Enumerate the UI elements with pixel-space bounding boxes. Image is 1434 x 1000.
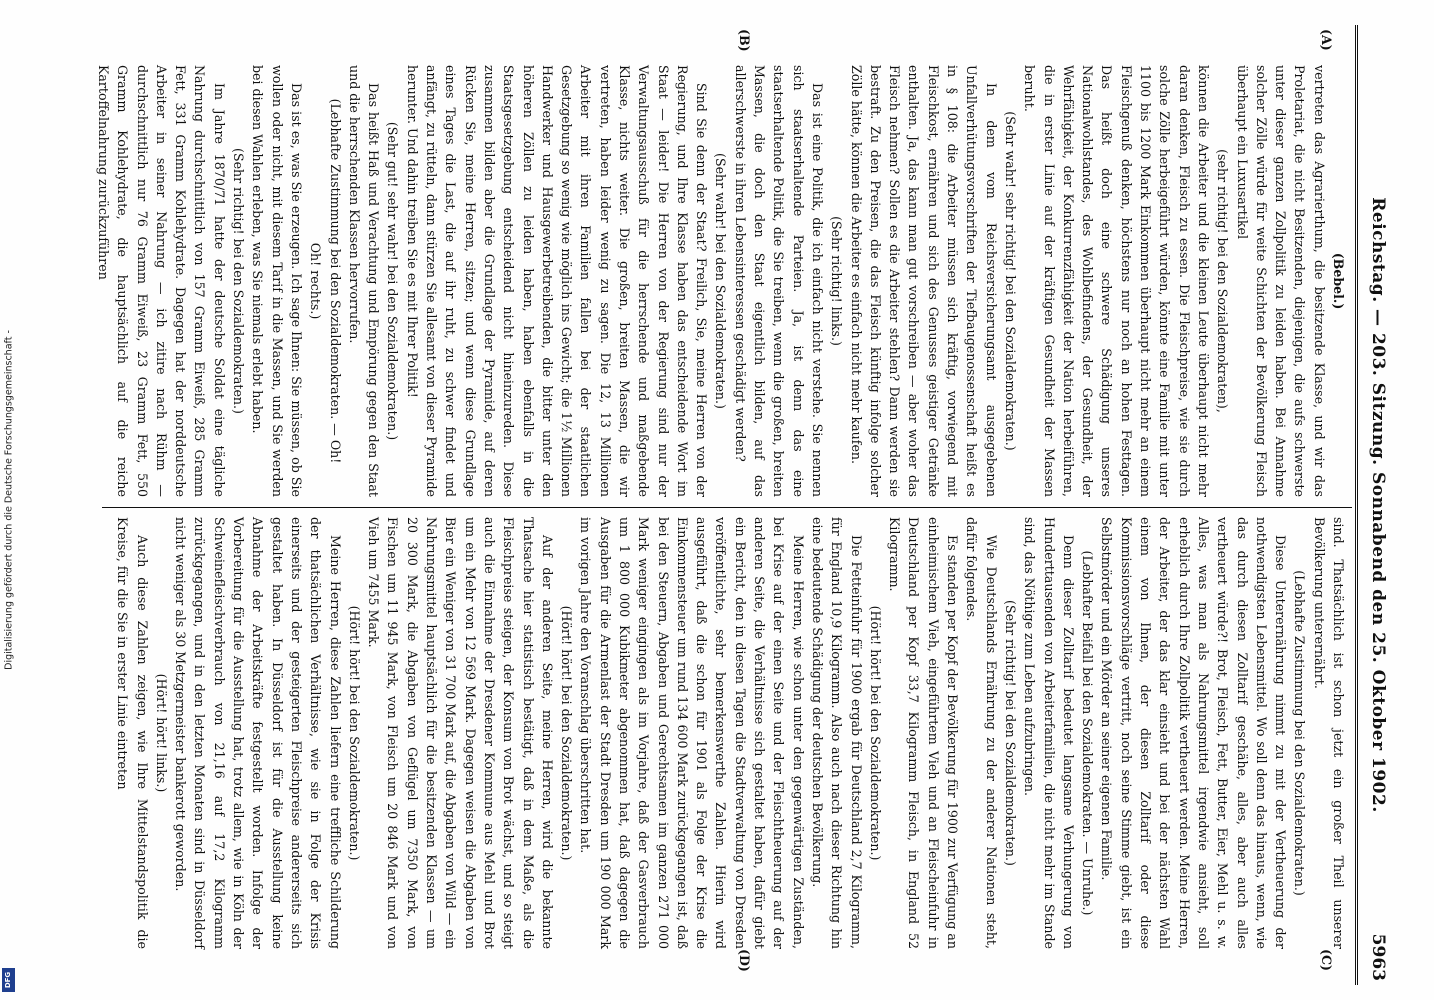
interjection: (Sehr wahr! sehr richtig! bei den Sozialdemokraten.) <box>1002 111 1018 451</box>
page-header <box>1355 25 1392 985</box>
paragraph: Das ist es, was Sie erzeugen. Ich sage Ihnen: Sie müssen, ob Sie wollen oder nicht, mit diesem Tarif in die Massen, und Sie werden bei diesen Wahlen erleben, was Sie niemals erlebt haben. <box>250 65 304 497</box>
interjection: (Sehr richtig! bei den Sozialdemokraten.) <box>1002 600 1018 866</box>
interjection: (Sehr gut! sehr wahr! bei den Sozialdemokraten.) <box>385 121 401 441</box>
paragraph: Das heißt Haß und Verachtung und Empörung gegen den Staat und die herrschenden Klassen hervorrufen. <box>346 65 382 497</box>
digitization-note-text: Digitalisierung gefördert durch die Deutsche Forschungsgemeinschaft - <box>3 330 15 670</box>
speaker-name: (Bebel.) <box>1331 252 1346 310</box>
margin-marker-d: (D) <box>737 949 752 972</box>
column-divider <box>102 507 1352 508</box>
paragraph: Meine Herren, wie schon unter den gegenwärtigen Zuständen, bei Krise auf der einen Seite und der Fleischtheuerung auf der anderen Seite, die Verhältnisse sich gestaltet haben, dafür giebt ein Bericht, den in diesen Tagen die Stadtverwaltung von Dresden veröffentlichte, sehr bemerkenswerthe Zahlen. Hierin wird ausgeführt, daß die schon für 1901 als Folge der Krise die Einkommensteuer um rund 134 600 Mark zurückgegangen ist, daß bei den Steuern, Abgaben und Gerechtsamen im ganzen 271 000 Mark weniger eingingen als im Vorjahre, daß der Gasverbrauch um 1 800 000 Kubikmeter abgenommen hat, daß dagegen die Ausgaben für die Armenlast der Stadt Dresden um 190 000 Mark im vorigen Jahre den Voranschlag überschritten hat. <box>578 517 806 949</box>
paragraph: Wie Deutschlands Ernährung zu der anderer Nationen steht, dafür folgendes. <box>964 517 999 949</box>
paragraph: Auf der anderen Seite, meine Herren, wird die bekannte Thatsache hier statistisch bestätigt, daß in dem Maße, als die Fleischpreise steigen, der Konsum von Brot wächst, und so steigt auch die Einnahme der Dresdener Kommune aus Mehl und Brot um ein Mehr von 12 569 Mark. Dagegen weisen die Abgaben von Bier ein Weniger von 31 700 Mark auf, die Abgaben von Wild — ein Nahrungsmittel hauptsächlich für die besitzenden Klassen — um 20 300 Mark, die Abgaben von Geflügel um 7350 Mark, von Fischen um 11 945 Mark, von Fleisch um 20 846 Mark und von Vieh um 7455 Mark. <box>366 517 555 949</box>
left-column <box>96 65 1348 497</box>
interjection: (Lebhafte Zustimmung bei den Sozialdemokraten.) <box>1292 570 1308 896</box>
interjection: (Hört! hört! links.) <box>153 673 169 793</box>
paragraph: vertreten das Agrarierthum, die besitzende Klasse, und wir das Proletariat, die nicht Besitzenden, diejenigen, die aufs schwerste unter dieser ganzen Zollpolitik zu leiden haben. Bei Annahme solcher Zölle würde für weite Schichten der Bevölkerung Fleisch überhaupt ein Luxusartikel <box>1234 65 1327 497</box>
paragraph: Es standen per Kopf der Bevölkerung für 1900 zur Verfügung an einheimischem Vieh, eingeführtem Vieh und an Fleischeinfuhr in Deutschland per Kopf 33,7 Kilogramm Fleisch, in England 52 Kilogramm. <box>887 517 961 949</box>
interjection: (Hört! hört! bei den Sozialdemokraten.) <box>346 605 362 861</box>
interjection: (Sehr wahr! bei den Sozialdemokraten.) <box>713 153 729 409</box>
paragraph: Im Jahre 1870/71 hatte der deutsche Soldat eine tägliche Nahrung durchschnittlich von 157 Gramm Eiweiß, 285 Gramm Fett, 331 Gramm Kohlehydrate. Dagegen hat der norddeutsche Arbeiter in seiner Nahrung — ich zitire nach Rühm — durchschnittlich nur 76 Gramm Eiweiß, 23 Gramm Fett, 550 Gramm Kohlehydrate, die hauptsächlich auf die reiche Kartoffelnahrung zurückzuführen <box>96 65 227 497</box>
paragraph: Auch diese Zahlen zeigen, wie Ihre Mittelstandspolitik die Kreise, für die Sie in erster Linie eintreten <box>115 517 150 949</box>
paragraph: sind. Thatsächlich ist schon jetzt ein großer Theil unserer Bevölkerung unterernährt. <box>1311 517 1346 949</box>
interjection: (Sehr richtig! bei den Sozialdemokraten.) <box>231 148 247 414</box>
paragraph: Sind Sie denn der Staat? Freilich, Sie, meine Herren von der Regierung, und Ihre Klasse haben das entscheidende Wort im Staat — leider! Die Herren von der Regierung sind nur der Verwaltungsausschuß für die herrschende und maßgebende Klasse, nichts weiter. Die großen, breiten Massen, die wir vertreten, haben leider wenig zu sagen. Die 12, 13 Millionen Arbeiter mit ihren Familien fallen bei der staatlichen Gesetzgebung so wenig wie möglich ins Gewicht; die 1½ Millionen Handwerker und Hausgewerbetreibenden, die bitter unter den höheren Zöllen zu leiden haben, haben ebenfalls in die Staatsgesetzgebung entscheidend nicht hineinzureden. Diese zusammen bilden aber die Grundlage der Pyramide, auf deren Rücken Sie, meine Herren, sitzen; und wenn diese Grundlage eines Tages die Last, die auf ihr ruht, zu schwer findet und anfängt, zu rütteln, dann stürzen Sie allesamt von dieser Pyramide herunter. Und dahin treiben Sie es mit Ihrer Politik! <box>404 65 710 497</box>
right-column <box>108 517 1348 949</box>
rotated-page <box>92 25 1392 985</box>
dfg-logo <box>2 968 15 992</box>
margin-marker-c: (C) <box>1319 949 1334 971</box>
paragraph: können die Arbeiter und die kleinen Leute überhaupt nicht mehr daran denken, Fleisch zu essen. Die Fleischpreise, wie sie durch solche Zölle herbeigeführt würden, könnte eine Familie mit unter 1100 bis 1200 Mark Einkommen überhaupt nicht mehr an einem Fleischgenuß denken, höchstens nur noch an hohen Festtagen. Das heißt doch eine schwere Schädigung unseres Nationalwohlstandes, des Wohlbefindens, der Gesundheit, der Wehrfähigkeit, der Konkurrenzfähigkeit der Nation herbeiführen, die in erster Linie auf der kräftigen Gesundheit der Massen beruht. <box>1022 65 1211 497</box>
digitization-note <box>0 0 18 1000</box>
interjection: (Hört! hört! bei den Sozialdemokraten.) <box>559 605 575 861</box>
dfg-logo-text: DFG <box>4 971 12 989</box>
page-title: Reichstag. — 203. Sitzung. Sonnabend den 25. Oktober 1902. <box>1368 197 1388 813</box>
interjection: (Lebhafte Zustimmung bei den Sozialdemokraten. — Oh! Oh! rechts.) <box>308 98 343 464</box>
margin-marker-b: (B) <box>737 29 752 52</box>
paragraph: Denn dieser Zolltarif bedeutet langsame Verhungerung von Hunderttausenden von Arbeiterfamilien, die nicht mehr im Stande sind, das Nöthige zum Leben aufzubringen. <box>1022 517 1076 949</box>
paragraph: Meine Herren, diese Zahlen liefern eine treffliche Schilderung der thatsächlichen Verhältnisse, wie sie in Folge der Krisis einerseits und der gesteigerten Fleischpreise andererseits sich gestaltet haben. In Düsseldorf ist für die Ausstellung keine Abnahme der Arbeitskräfte festgestellt worden. Infolge der Vorbereitung für die Ausstellung hat, trotz allem, wie in Köln der Schweinefleischverbrauch von 21,16 auf 17,2 Kilogramm zurückgegangen, und in den letzten Monaten sind in Düsseldorf nicht weniger als 30 Metzgermeister bankerott geworden. <box>173 517 343 949</box>
page-number: 5963 <box>1368 933 1388 981</box>
margin-marker-a: (A) <box>1319 29 1334 51</box>
interjection: (Lebhafter Beifall bei den Sozialdemokraten. — Unruhe.) <box>1080 550 1096 916</box>
interjection: (sehr richtig! bei den Sozialdemokraten), <box>1215 149 1231 413</box>
paragraph: Das ist eine Politik, die ich einfach nicht verstehe. Sie nennen sich staatserhaltende Parteien. Ja, ist denn das eine staatserhaltende Politik, die Sie treiben, wenn die großen, breiten Massen, die doch den Staat eigentlich bilden, auf das allerschwerste in ihren Lebensinteressen geschädigt werden? <box>732 65 825 497</box>
paragraph: Die Fetteinfuhr für 1900 ergab für Deutschland 2,7 Kilogramm, für England 10,9 Kilogramm. Also auch nach dieser Richtung hin eine bedeutende Schädigung der deutschen Bevölkerung. <box>809 517 864 949</box>
interjection: (Sehr richtig! links.) <box>829 216 845 346</box>
paragraph: In dem vom Reichsversicherungsamt ausgegebenen Unfallverhütungsvorschriften der Tiefbaugenossenschaft heißt es in § 108: die Arbeiter müssen sich kräftig, vorwiegend mit Fleischkost, ernähren und sich des Genusses geistiger Getränke enthalten. Ja, das kann man gut vorschreiben — aber woher das Fleisch nehmen? Sollen es die Arbeiter stehlen? Dann werden sie bestraft. Zu den Preisen, die das Fleisch künftig infolge solcher Zölle hätte, können die Arbeiter es einfach nicht mehr kaufen. <box>848 65 999 497</box>
paragraph: Diese Unterernährung nimmt zu mit der Vertheuerung der nothwendigsten Lebensmittel. Wo soll denn das hinaus, wenn, wie das durch diesen Zolltarif geschähe, alles, aber auch alles vertheuert würde?! Brot, Fleisch, Fett, Butter, Eier, Mehl u. s. w. Alles, was man als Nahrungsmittel irgendwie ansieht, soll erheblich durch Ihre Zollpolitik vertheuert werden. Meine Herren, der Arbeiter, der das klar einsieht und bei der nächsten Wahl einem von Ihnen, der diesen Zolltarif oder diese Kommissionsvorschläge vertritt, noch seine Stimme giebt, ist ein Selbstmörder und ein Mörder an seiner eigenen Familie. <box>1099 517 1289 949</box>
interjection: (Hört! hört! bei den Sozialdemokraten.) <box>867 605 883 861</box>
